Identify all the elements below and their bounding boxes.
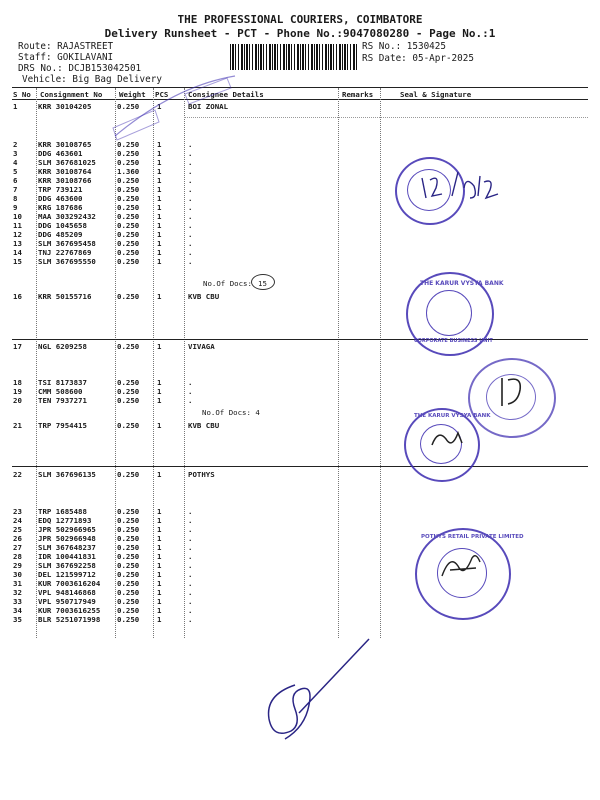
row-sno: 31 [13,579,22,588]
row-consignee: . [188,167,193,176]
row-consignee: . [188,588,193,597]
row-pcs: 1 [157,149,162,158]
row-sno: 34 [13,606,22,615]
row-consignee: . [188,221,193,230]
row-consignment: SLM 367692258 [38,561,96,570]
table-row [0,606,600,615]
row-consignment: SLM 367695550 [38,257,96,266]
row-consignment: VPL 950717949 [38,597,96,606]
row-weight: 0.250 [117,203,140,212]
row-consignment: SLM 367681025 [38,158,96,167]
row-consignee: . [188,230,193,239]
row-pcs: 1 [157,102,162,111]
row-sno: 24 [13,516,22,525]
row-weight: 0.250 [117,516,140,525]
row-sno: 33 [13,597,22,606]
row-sno: 18 [13,378,22,387]
table-row [0,342,600,351]
row-sno: 5 [13,167,18,176]
row-pcs: 1 [157,561,162,570]
row-consignment: KRR 30108764 [38,167,92,176]
row-weight: 0.250 [117,387,140,396]
row-pcs: 1 [157,570,162,579]
row-pcs: 1 [157,212,162,221]
row-consignment: DDG 463600 [38,194,83,203]
row-consignee: . [188,149,193,158]
row-consignment: DDG 1045658 [38,221,87,230]
table-row [0,194,600,203]
pothys-signature-icon [436,548,486,588]
row-weight: 0.250 [117,212,140,221]
row-weight: 0.250 [117,579,140,588]
row-consignment: KUR 7003616204 [38,579,101,588]
row-pcs: 1 [157,203,162,212]
row-pcs: 1 [157,421,162,430]
row-weight: 0.250 [117,552,140,561]
row-consignee: . [188,387,193,396]
row-consignment: TRP 7954415 [38,421,87,430]
kvb-stamp-text-2: THE KARUR VYSYA BANK [414,413,491,419]
col-seal-signature: Seal & Signature [400,90,472,99]
row-consignee: . [188,516,193,525]
row-consignment: SLM 367696135 [38,470,96,479]
row-weight: 0.250 [117,140,140,149]
row-pcs: 1 [157,396,162,405]
row-pcs: 1 [157,257,162,266]
row-consignee: . [188,176,193,185]
table-row [0,239,600,248]
row-consignment: KRR 50155716 [38,292,92,301]
row-consignee: . [188,552,193,561]
col-remarks: Remarks [342,90,374,99]
row-weight: 0.250 [117,597,140,606]
vehicle-field: Vehicle: Big Bag Delivery [22,74,162,85]
rs-date-field: RS Date: 05-Apr-2025 [362,53,474,64]
row-consignment: NGL 6209258 [38,342,87,351]
row-sno: 17 [13,342,22,351]
row-consignment: KRR 30108765 [38,140,92,149]
row-pcs: 1 [157,507,162,516]
handwritten-signature-icon [418,168,508,208]
table-row [0,525,600,534]
col-weight: Weight [119,90,146,99]
row-pcs: 1 [157,588,162,597]
docs-count-value: 15 [258,279,267,288]
row-sno: 4 [13,158,18,167]
row-consignment: JPR 502966965 [38,525,96,534]
row-weight: 0.250 [117,561,140,570]
row-pcs: 1 [157,230,162,239]
signature-scribble-icon [428,425,468,455]
row-pcs: 1 [157,615,162,624]
table-row [0,552,600,561]
docs-count-label: No.Of Docs: [203,279,252,288]
table-row [0,102,600,111]
table-row [0,158,600,167]
row-weight: 0.250 [117,102,140,111]
row-consignee: KVB CBU [188,292,220,301]
row-consignee: . [188,534,193,543]
row-consignee: . [188,507,193,516]
route-field: Route: RAJASTREET [18,41,114,52]
row-pcs: 1 [157,248,162,257]
row-weight: 0.250 [117,342,140,351]
row-pcs: 1 [157,239,162,248]
pothys-stamp-text: POTHYS RETAIL PRIVATE LIMITED [421,534,524,540]
row-consignee: KVB CBU [188,421,220,430]
table-row [0,140,600,149]
row-consignee: . [188,579,193,588]
row-sno: 9 [13,203,18,212]
row-consignment: VPL 948146868 [38,588,96,597]
row-consignee: . [188,239,193,248]
row-weight: 0.250 [117,176,140,185]
row-consignee: . [188,561,193,570]
row-weight: 0.250 [117,470,140,479]
row-consignee: VIVAGA [188,342,215,351]
row-consignment: TSI 8173837 [38,378,87,387]
row-weight: 0.250 [117,248,140,257]
row-weight: 0.250 [117,525,140,534]
row-weight: 0.250 [117,292,140,301]
row-sno: 2 [13,140,18,149]
kvb-corp-text: CORPORATE BUSINESS UNIT [414,338,493,344]
table-row [0,230,600,239]
row-sno: 6 [13,176,18,185]
row-consignment: DDG 463601 [38,149,83,158]
row-pcs: 1 [157,387,162,396]
row-pcs: 1 [157,221,162,230]
row-sno: 21 [13,421,22,430]
col-consignee-details: Consignee Details [188,90,264,99]
table-row [0,507,600,516]
row-pcs: 1 [157,292,162,301]
row-pcs: 1 [157,158,162,167]
row-weight: 0.250 [117,570,140,579]
barcode [230,44,358,70]
row-sno: 29 [13,561,22,570]
row-consignment: EDQ 12771893 [38,516,92,525]
row-consignee: . [188,543,193,552]
table-row [0,588,600,597]
row-weight: 0.250 [117,257,140,266]
row-consignee: . [188,158,193,167]
row-sno: 3 [13,149,18,158]
col-pcs: PCS [155,90,169,99]
row-sno: 1 [13,102,18,111]
row-sno: 26 [13,534,22,543]
table-row [0,470,600,479]
table-row [0,516,600,525]
row-consignment: KRR 30104205 [38,102,92,111]
row-pcs: 1 [157,543,162,552]
table-row [0,167,600,176]
row-consignment: KUR 7003616255 [38,606,101,615]
row-consignee: . [188,597,193,606]
row-sno: 30 [13,570,22,579]
row-pcs: 1 [157,194,162,203]
row-pcs: 1 [157,185,162,194]
row-sno: 11 [13,221,22,230]
row-consignee: . [188,525,193,534]
handwritten-mark-icon [492,372,532,412]
row-consignee: . [188,248,193,257]
table-row [0,149,600,158]
group-separator [12,339,588,340]
row-pcs: 1 [157,176,162,185]
row-sno: 10 [13,212,22,221]
row-weight: 0.250 [117,421,140,430]
row-weight: 0.250 [117,221,140,230]
row-pcs: 1 [157,525,162,534]
row-sno: 15 [13,257,22,266]
row-consignee: . [188,396,193,405]
row-pcs: 1 [157,534,162,543]
row-pcs: 1 [157,579,162,588]
row-sno: 8 [13,194,18,203]
row-sno: 27 [13,543,22,552]
row-consignment: JPR 502966948 [38,534,96,543]
row-pcs: 1 [157,552,162,561]
company-title: THE PROFESSIONAL COURIERS, COIMBATORE [177,13,423,26]
row-sno: 22 [13,470,22,479]
row-consignment: KRG 187686 [38,203,83,212]
table-row [0,221,600,230]
row-pcs: 1 [157,516,162,525]
row-weight: 0.250 [117,149,140,158]
row-pcs: 1 [157,167,162,176]
row-consignee: . [188,194,193,203]
row-consignee: . [188,570,193,579]
row-consignment: TNJ 22767869 [38,248,92,257]
table-row [0,543,600,552]
row-consignee: BOI ZONAL [188,102,229,111]
row-sno: 25 [13,525,22,534]
table-row [0,597,600,606]
row-weight: 0.250 [117,194,140,203]
row-consignee: . [188,257,193,266]
row-weight: 0.250 [117,230,140,239]
row-sno: 14 [13,248,22,257]
handwritten-circle [251,274,275,290]
row-sno: 19 [13,387,22,396]
group-separator [12,466,588,467]
row-consignment: DDG 485209 [38,230,83,239]
row-weight: 0.250 [117,606,140,615]
row-consignment: KRR 30108766 [38,176,92,185]
row-pcs: 1 [157,470,162,479]
row-consignee: . [188,140,193,149]
table-row [0,615,600,624]
row-consignment: IDR 100441831 [38,552,96,561]
row-pcs: 1 [157,606,162,615]
row-sno: 13 [13,239,22,248]
row-sno: 7 [13,185,18,194]
row-weight: 0.250 [117,378,140,387]
row-consignee: . [188,615,193,624]
row-consignment: DEL 121599712 [38,570,96,579]
runsheet-subtitle: Delivery Runsheet - PCT - Phone No.:9047080280 - Page No.:1 [104,27,496,40]
table-row [0,257,600,266]
table-row [0,176,600,185]
row-consignee: . [188,378,193,387]
row-consignee: . [188,606,193,615]
row-weight: 0.250 [117,543,140,552]
row-weight: 0.250 [117,507,140,516]
row-weight: 1.360 [117,167,140,176]
row-pcs: 1 [157,597,162,606]
col-sno: S No [13,90,31,99]
row-pcs: 1 [157,140,162,149]
row-consignment: TRP 1685488 [38,507,87,516]
row-consignment: CMM 508600 [38,387,83,396]
row-pcs: 1 [157,342,162,351]
table-row [0,185,600,194]
row-consignment: BLR 5251071998 [38,615,101,624]
row-sno: 16 [13,292,22,301]
row-weight: 0.250 [117,239,140,248]
row-sno: 12 [13,230,22,239]
row-consignment: TRP 739121 [38,185,83,194]
table-row [0,248,600,257]
row-sno: 23 [13,507,22,516]
row-consignment: SLM 367695458 [38,239,96,248]
row-consignee: . [188,212,193,221]
row-weight: 0.250 [117,185,140,194]
table-row [0,212,600,221]
drs-field: DRS No.: DCJB153042501 [18,63,142,74]
table-row [0,292,600,301]
row-weight: 0.250 [117,396,140,405]
row-weight: 0.250 [117,158,140,167]
col-consignment: Consignment No [40,90,103,99]
rs-number-field: RS No.: 1530425 [362,41,446,52]
row-consignment: MAA 303292432 [38,212,96,221]
row-weight: 0.250 [117,588,140,597]
row-consignee: POTHYS [188,470,215,479]
row-consignee: . [188,203,193,212]
table-row [0,203,600,212]
staff-field: Staff: GOKILAVANI [18,52,114,63]
row-pcs: 1 [157,378,162,387]
row-consignment: TEN 7937271 [38,396,87,405]
row-weight: 0.250 [117,615,140,624]
row-sno: 32 [13,588,22,597]
kvb-seal-stamp [406,272,504,356]
row-consignee: . [188,185,193,194]
staff-signature-icon [255,635,375,745]
row-weight: 0.250 [117,534,140,543]
row-sno: 28 [13,552,22,561]
delivered-stamp-icon [95,66,245,146]
row-sno: 35 [13,615,22,624]
row-consignment: SLM 367648237 [38,543,96,552]
kvb-stamp-text: THE KARUR VYSYA BANK [420,280,504,287]
row-sno: 20 [13,396,22,405]
docs-count-note: No.Of Docs: 4 [202,408,260,417]
